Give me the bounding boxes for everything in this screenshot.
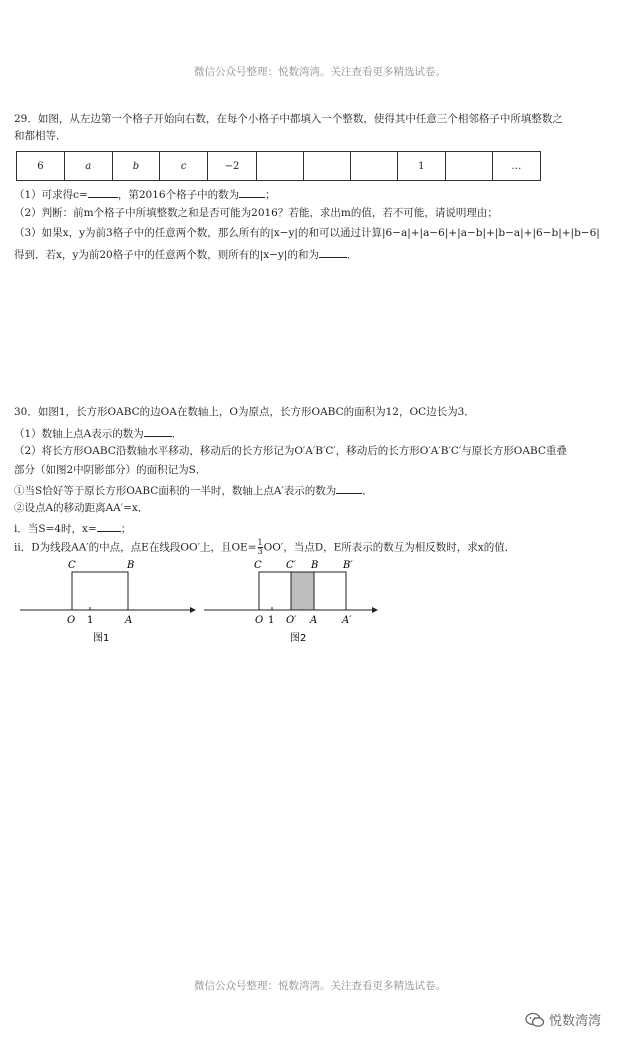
label-a: A xyxy=(125,615,133,626)
q29-line2: 和都相等． xyxy=(14,130,67,142)
q29-line1: 29．如图，从左边第一个格子开始向右数，在每个小格子中都填入一个整数，使得其中任意三个相邻格子中所填整数之 xyxy=(14,113,563,125)
watermark-bottom: 微信公众号整理：悦数湾湾。关注查看更多精选试卷。 xyxy=(194,980,446,992)
q29-part3-line2 xyxy=(14,246,628,262)
q30-part2-line2: 部分（如图2中阴影部分）的面积记为S． xyxy=(14,464,207,476)
q29-part1 xyxy=(14,186,628,202)
q30-sub-i-text-a: ⅰ．当S=4时，x= xyxy=(14,523,97,535)
label-o: O xyxy=(67,615,76,626)
label-c-prime: C′ xyxy=(286,560,296,571)
label-one: 1 xyxy=(87,615,94,626)
label-one: 1 xyxy=(268,615,275,626)
q30-part1-text-b: ． xyxy=(171,428,183,440)
grid-cell-4: c xyxy=(160,152,208,181)
figure-1 xyxy=(20,560,196,644)
grid-cell-11: … xyxy=(492,152,540,181)
figure-1-caption: 图1 xyxy=(93,633,110,644)
q30-part2-line1: （2）将长方形OABC沿数轴水平移动，移动后的长方形记为O′A′B′C′，移动后的长方形O′A′B′C′与原长方形OABC重叠 xyxy=(14,445,567,457)
q30-case1-text-b: ． xyxy=(362,485,373,497)
arrow-icon xyxy=(190,607,196,613)
q29-part3-text-c: ． xyxy=(346,249,358,261)
label-b: B xyxy=(311,560,319,571)
grid-cell-5: −2 xyxy=(208,152,257,181)
fraction-numerator: 1 xyxy=(257,538,263,547)
label-a: A xyxy=(310,615,318,626)
q30-sub-ii-text-a: ⅱ．D为线段AA′的中点，点E在线段OO′上，且OE= xyxy=(14,541,257,554)
label-o: O xyxy=(255,615,264,626)
q29-part3-line1: （3）如果x，y为前3格子中的任意两个数，那么所有的|x−y|的和可以通过计算|6−a|+|a−6|+|a−b|+|b−a|+|6−b|+|b−6| xyxy=(14,227,600,239)
wechat-icon xyxy=(525,1012,545,1028)
grid-cell-1: 6 xyxy=(17,152,65,181)
answer-blank xyxy=(97,520,121,532)
q29-part1-text-c: ； xyxy=(265,189,276,201)
grid-cell-2: a xyxy=(64,152,112,181)
figure-2 xyxy=(204,560,378,644)
q29-part1-text-b: ，第2016个格子中的数为 xyxy=(117,189,240,201)
figures xyxy=(0,548,640,648)
label-c: C xyxy=(68,560,76,571)
answer-blank xyxy=(239,186,265,198)
q29-part3-text-b: 得到．若x，y为前20格子中的任意两个数，则所有的|x−y|的和为 xyxy=(14,249,319,261)
watermark-top: 微信公众号整理：悦数湾湾。关注查看更多精选试卷。 xyxy=(194,66,446,78)
label-c: C xyxy=(254,560,262,571)
q29-part2: （2）判断：前m个格子中所填整数之和是否可能为2016？若能，求出m的值，若不可能，请说明理由； xyxy=(14,207,498,219)
grid-cell-10 xyxy=(445,152,492,181)
label-b-prime: B′ xyxy=(343,560,353,571)
brand-name: 悦数湾湾 xyxy=(549,1014,602,1029)
grid-cell-8 xyxy=(350,152,397,181)
q30-sub-i xyxy=(14,520,628,536)
q30-part1-text-a: （1）数轴上点A表示的数为 xyxy=(14,428,144,440)
arrow-icon xyxy=(372,607,378,613)
q29-grid xyxy=(16,151,541,181)
figure-2-caption: 图2 xyxy=(290,633,307,644)
q30-case1-text-a: ①当S恰好等于原长方形OABC面积的一半时，数轴上点A′表示的数为 xyxy=(14,485,337,497)
q30-sub-ii-text-b: OO′，当点D，E所表示的数互为相反数时，求x的值． xyxy=(263,541,516,554)
grid-cell-9: 1 xyxy=(397,152,445,181)
answer-blank xyxy=(88,186,118,198)
q30-sub-i-text-b: ； xyxy=(120,523,132,535)
fraction-denominator: 3 xyxy=(257,547,263,556)
answer-blank xyxy=(144,425,172,437)
overlap-shaded-region xyxy=(291,572,314,610)
q30-case2: ②设点A的移动距离AA′=x． xyxy=(14,502,149,514)
label-b: B xyxy=(127,560,135,571)
q30-case1 xyxy=(14,482,628,498)
grid-cell-3: b xyxy=(112,152,160,181)
answer-blank xyxy=(336,482,362,494)
rectangle-oabc xyxy=(72,572,128,610)
answer-blank xyxy=(319,246,347,258)
q29-part1-text-a: （1）可求得c= xyxy=(14,189,88,201)
grid-cell-6 xyxy=(256,152,303,181)
q30-line1: 30．如图1，长方形OABC的边OA在数轴上，O为原点，长方形OABC的面积为12，OC边长为3． xyxy=(14,406,475,418)
label-a-prime: A′ xyxy=(342,615,352,626)
q30-part1 xyxy=(14,425,628,441)
grid-cell-7 xyxy=(303,152,350,181)
label-o-prime: O′ xyxy=(286,615,297,626)
brand xyxy=(525,1010,601,1029)
